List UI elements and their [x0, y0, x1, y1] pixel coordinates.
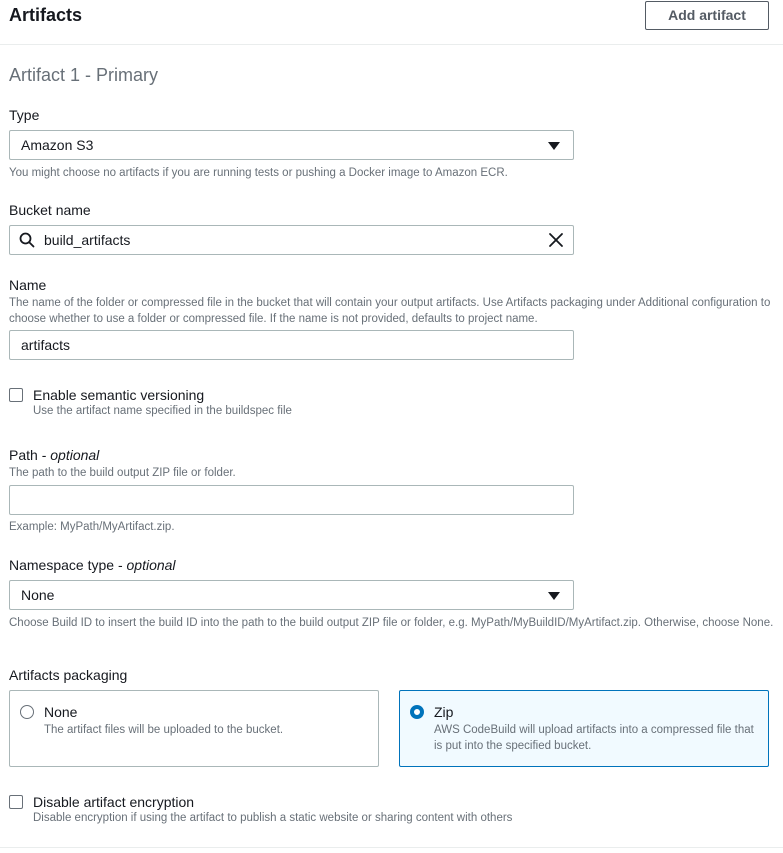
- divider: [0, 847, 783, 848]
- radio-none[interactable]: [20, 705, 34, 719]
- section-title: Artifact 1 - Primary: [9, 65, 159, 85]
- type-label: Type: [9, 107, 40, 123]
- packaging-option-none[interactable]: [9, 690, 379, 767]
- semantic-versioning-label: Enable semantic versioning: [33, 387, 205, 403]
- clear-icon[interactable]: [548, 232, 564, 248]
- disable-encryption-checkbox[interactable]: [9, 795, 23, 809]
- semantic-versioning-checkbox[interactable]: [9, 388, 23, 402]
- artifacts-packaging-label: Artifacts packaging: [9, 667, 128, 683]
- packaging-option-zip[interactable]: [399, 690, 769, 767]
- search-icon: [19, 232, 35, 248]
- packaging-none-desc: The artifact files will be uploaded to the bucket.: [44, 724, 284, 736]
- path-label: Path - optional: [9, 447, 100, 463]
- caret-down-icon: [548, 592, 560, 600]
- add-artifact-button[interactable]: Add artifact: [645, 1, 769, 30]
- namespace-type-label: Namespace type - optional: [9, 557, 176, 573]
- page-title: Artifacts: [9, 5, 83, 25]
- disable-encryption-label: Disable artifact encryption: [33, 794, 195, 810]
- artifacts-header: [0, 0, 783, 45]
- name-input[interactable]: [9, 330, 574, 360]
- packaging-none-label: None: [44, 704, 78, 720]
- bucket-name-value: build_artifacts: [44, 232, 131, 248]
- caret-down-icon: [548, 142, 560, 150]
- packaging-zip-label: Zip: [434, 704, 454, 720]
- path-example: Example: MyPath/MyArtifact.zip.: [9, 521, 175, 533]
- path-input[interactable]: [9, 485, 574, 515]
- packaging-zip-desc: AWS CodeBuild will upload artifacts into a compressed file that is put into the specified bucket.: [434, 724, 754, 752]
- namespace-hint: Choose Build ID to insert the build ID into the path to the build output ZIP file or folder, e.g. MyPath/MyBuildID/MyArtifact.zip. Otherwise, choose None.: [9, 617, 774, 629]
- namespace-select-value: None: [21, 587, 55, 603]
- disable-encryption-desc: Disable encryption if using the artifact to publish a static website or sharing content with others: [33, 812, 513, 824]
- path-description: The path to the build output ZIP file or folder.: [9, 467, 236, 479]
- type-select[interactable]: [9, 130, 574, 160]
- name-label: Name: [9, 277, 47, 293]
- namespace-type-select[interactable]: [9, 580, 574, 610]
- name-description: The name of the folder or compressed file in the bucket that will contain your output artifacts. Use Artifacts packaging under Additional configuration to choose whether to use a folder or compressed file. If the name is not provided, defaults to project name.: [9, 297, 771, 325]
- radio-zip[interactable]: [410, 705, 424, 719]
- semantic-versioning-desc: Use the artifact name specified in the buildspec file: [33, 405, 292, 417]
- type-select-value: Amazon S3: [21, 137, 94, 153]
- bucket-name-search[interactable]: [9, 225, 574, 255]
- type-hint: You might choose no artifacts if you are running tests or pushing a Docker image to Amazon ECR.: [9, 167, 508, 179]
- bucket-name-label: Bucket name: [9, 202, 91, 218]
